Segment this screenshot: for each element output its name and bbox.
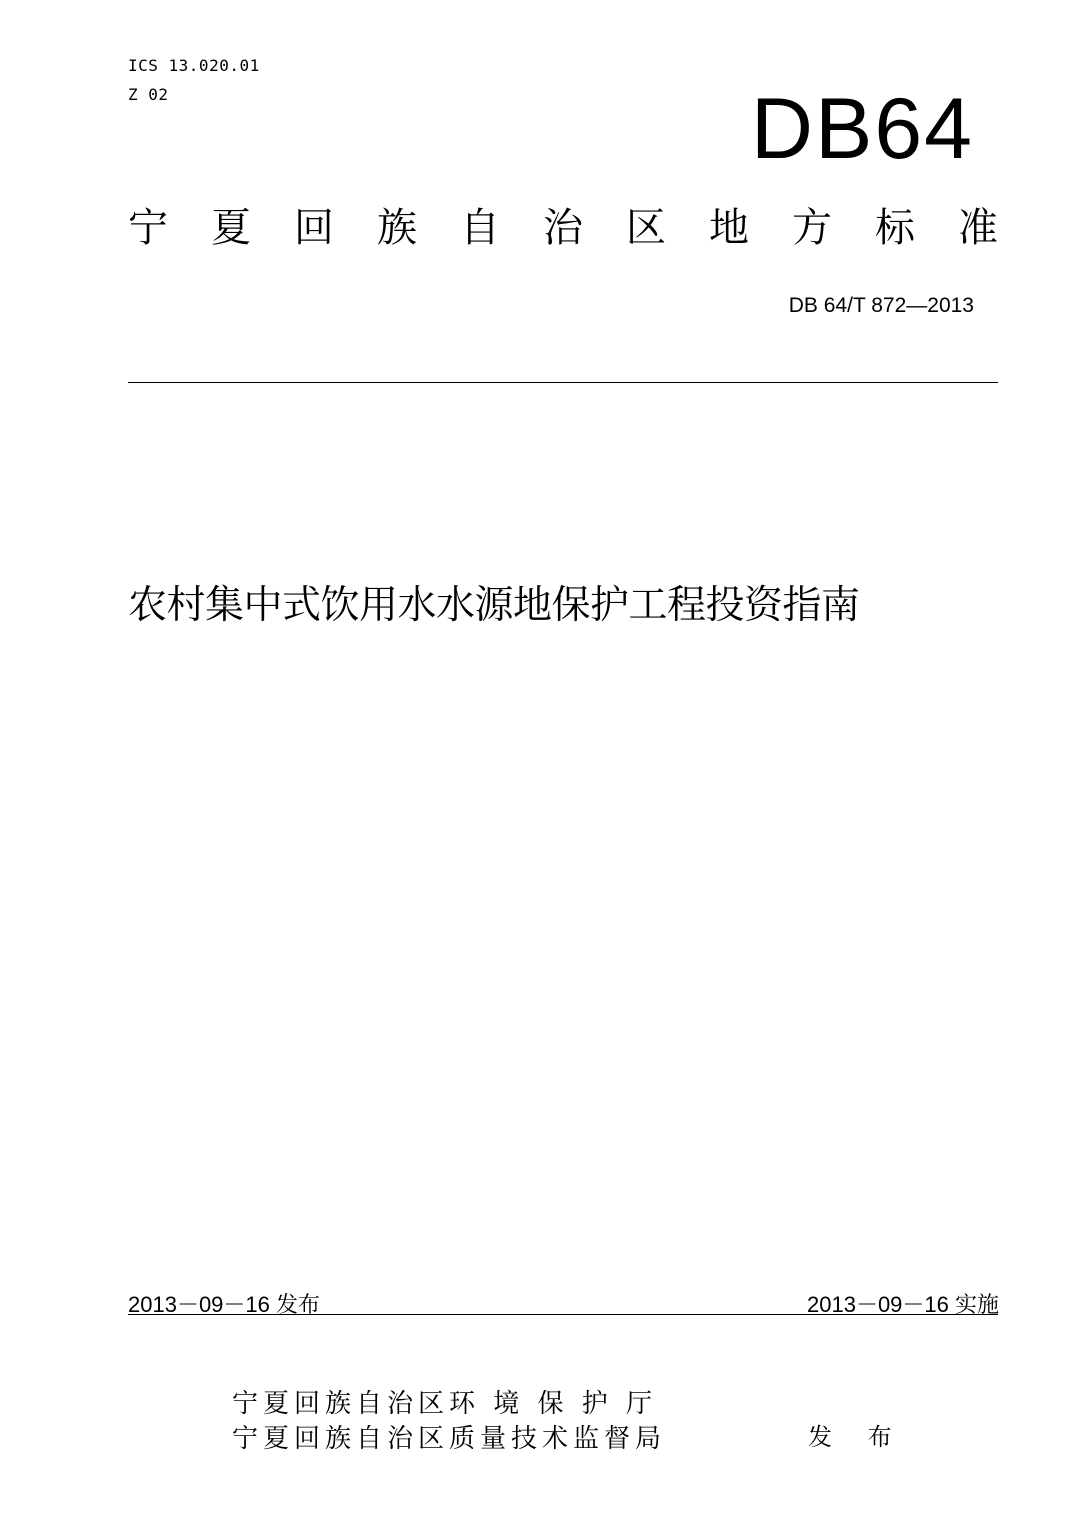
implementation-date: 2013－09－16 实施 <box>807 1292 999 1317</box>
standard-type-char: 地 <box>709 205 749 251</box>
standard-type-char: 宁 <box>128 205 168 251</box>
standard-number: DB 64/T 872—2013 <box>788 294 974 317</box>
standard-type-char: 准 <box>958 205 998 251</box>
standard-type-char: 回 <box>294 205 334 251</box>
standard-type-char: 自 <box>460 205 500 251</box>
standard-type-char: 标 <box>875 205 915 251</box>
standard-type-char: 治 <box>543 205 583 251</box>
publish-label: 发 布 <box>808 1423 906 1451</box>
standard-type <box>128 205 998 251</box>
ics-code: ICS 13.020.01 <box>128 56 260 75</box>
standard-type-char: 族 <box>377 205 417 251</box>
standard-type-char: 区 <box>626 205 666 251</box>
standard-type-char: 方 <box>792 205 832 251</box>
issue-date: 2013－09－16 发布 <box>128 1292 320 1317</box>
document-title: 农村集中式饮用水水源地保护工程投资指南 <box>128 583 860 628</box>
footer-divider <box>128 1314 998 1315</box>
standard-logo: DB64 <box>750 81 974 177</box>
header-divider <box>128 382 998 383</box>
issuer-environment-dept: 宁夏回族自治区环 境 保 护 厅 <box>232 1389 658 1419</box>
standard-type-char: 夏 <box>211 205 251 251</box>
ccs-code: Z 02 <box>128 85 169 104</box>
issuer-quality-bureau: 宁夏回族自治区质量技术监督局 <box>232 1424 667 1454</box>
